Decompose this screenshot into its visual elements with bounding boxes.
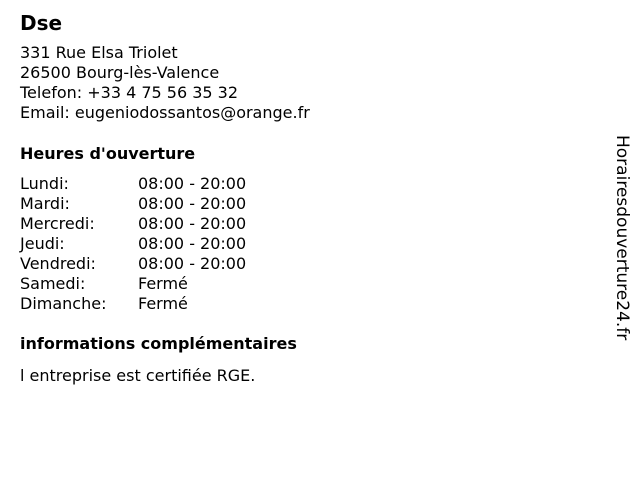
site-watermark: Horairesdouverture24.fr xyxy=(612,135,632,341)
street-address: 331 Rue Elsa Triolet xyxy=(20,43,178,62)
hours-day: Dimanche: xyxy=(20,294,107,313)
hours-heading: Heures d'ouverture xyxy=(20,144,196,163)
hours-time: Fermé xyxy=(138,294,188,313)
hours-day: Lundi: xyxy=(20,174,69,193)
hours-time: 08:00 - 20:00 xyxy=(138,254,247,273)
hours-time: 08:00 - 20:00 xyxy=(138,174,247,193)
info-heading: informations complémentaires xyxy=(20,334,297,353)
info-text: l entreprise est certifiée RGE. xyxy=(20,366,256,385)
hours-day: Vendredi: xyxy=(20,254,96,273)
email-address: Email: eugeniodossantos@orange.fr xyxy=(20,103,310,122)
hours-time: 08:00 - 20:00 xyxy=(138,214,247,233)
hours-time: 08:00 - 20:00 xyxy=(138,194,247,213)
hours-day: Mardi: xyxy=(20,194,70,213)
hours-day: Mercredi: xyxy=(20,214,95,233)
business-name: Dse xyxy=(20,11,63,35)
hours-day: Samedi: xyxy=(20,274,86,293)
hours-time: 08:00 - 20:00 xyxy=(138,234,247,253)
contact-block xyxy=(20,43,310,123)
hours-time: Fermé xyxy=(138,274,188,293)
phone-number: Telefon: +33 4 75 56 35 32 xyxy=(20,83,239,102)
city-address: 26500 Bourg-lès-Valence xyxy=(20,63,220,82)
hours-day: Jeudi: xyxy=(20,234,65,253)
